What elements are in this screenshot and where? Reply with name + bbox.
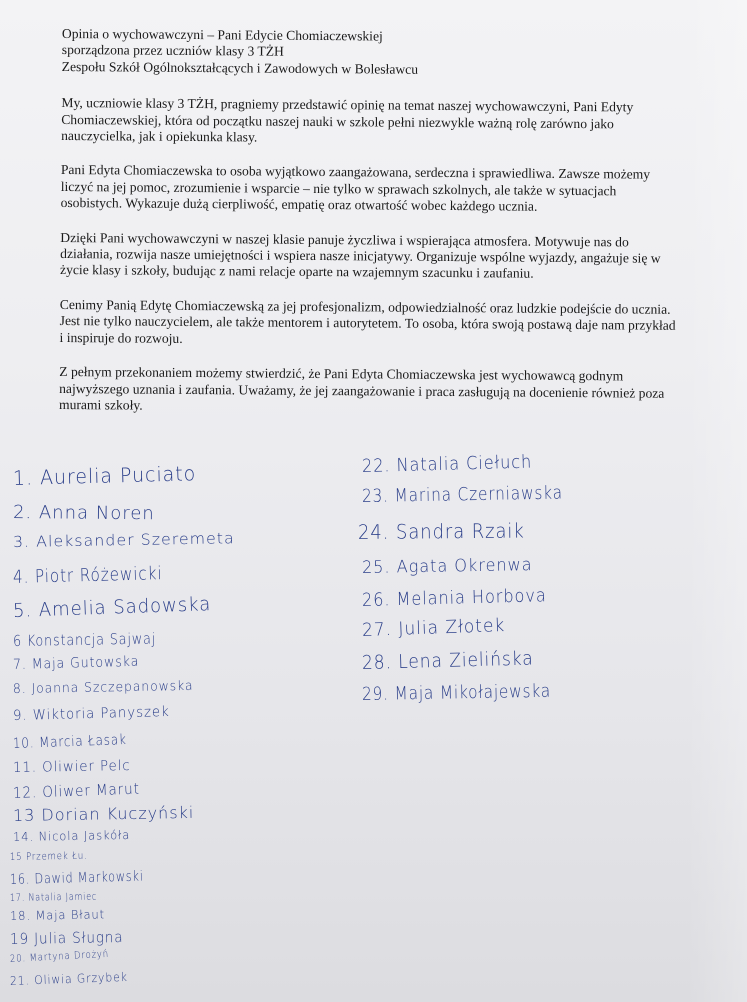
paragraph-appreciation: Cenimy Panią Edytę Chomiaczewską za jej profesjonalizm, odpowiedzialność oraz ludzkie podejście do ucznia. Jest nie tylko nauczycielem, ale także mentorem i autorytetem. To osoba, która swoją postawą daje nam przykład i inspiruje do rozwoju.: [59, 296, 676, 346]
signature-4: 4. Piotr Różewicki: [12, 563, 163, 588]
signature-7: 7. Maja Gutowska: [12, 653, 140, 673]
signature-19: 19 Julia Sługna: [9, 928, 124, 948]
header-line-1: Opinia o wychowawczyni – Pani Edycie Chomiaczewskiej: [61, 26, 383, 44]
signature-18: 18. Maja Błaut: [9, 907, 106, 923]
signature-24: 24. Sandra Rzaik: [357, 518, 525, 544]
signature-8: 8. Joanna Szczepanowska: [12, 678, 194, 697]
header-line-3: Zespołu Szkół Ogólnokształcących i Zawodowych w Bolesławcu: [61, 58, 419, 77]
signature-23: 23. Marina Czerniawska: [361, 482, 564, 507]
signature-20: 20. Martyna Drożyń: [9, 948, 110, 965]
signature-25: 25. Agata Okrenwa: [361, 555, 533, 578]
signature-29: 29. Maja Mikołajewska: [361, 680, 552, 705]
signature-14: 14. Nicola Jaskóła: [12, 827, 131, 844]
signature-28: 28. Lena Zielińska: [361, 647, 534, 674]
letter-header: [62, 26, 682, 80]
signature-11: 11. Oliwier Pelc: [12, 757, 131, 776]
signature-16: 16. Dawid Markowski: [9, 868, 144, 888]
signature-27: 27. Julia Złotek: [361, 615, 506, 641]
paragraph-atmosphere: Dzięki Pani wychowawczyni w naszej klasie panuje życzliwa i wspierająca atmosfera. Motywuje nas do działania, rozwija nasze umiejętności i wspiera nasze inicjatywy. Organizuje wspólne wyjazdy, angażuje się w życie klasy i szkoły, budując z nami relacje oparte na wzajemnym szacunku i zaufaniu.: [60, 229, 661, 282]
signature-6: 6 Konstancja Sajwaj: [12, 629, 157, 650]
signature-26: 26. Melania Horbova: [361, 585, 547, 611]
signature-10: 10. Marcia Łasak: [12, 732, 128, 752]
signature-2: 2. Anna Noren: [12, 502, 155, 525]
signature-12: 12. Oliwer Marut: [12, 779, 141, 802]
paragraph-character: Pani Edyta Chomiaczewska to osoba wyjątkowo zaangażowana, serdeczna i sprawiedliwa. Zawsze możemy liczyć na jej pomoc, zrozumienie i wsparcie – nie tylko w sprawach szkolnych, ale także w sytuacjach osobistych. Wykazuje dużą cierpliwość, empatię oraz otwartość wobec każdego ucznia.: [60, 162, 651, 214]
signature-13: 13 Dorian Kuczyński: [12, 802, 195, 825]
signature-17: 17. Natalia Jamiec: [9, 891, 98, 904]
signature-5: 5. Amelia Sadowska: [12, 593, 212, 622]
opinion-letter: [59, 26, 682, 418]
signature-15: 15 Przemek Łu.: [9, 850, 88, 863]
signature-3: 3. Aleksander Szeremeta: [12, 529, 235, 551]
signature-1: 1. Aurelia Puciato: [12, 461, 197, 490]
signature-22: 22. Natalia Ciełuch: [361, 451, 533, 477]
paragraph-conclusion: Z pełnym przekonaniem możemy stwierdzić, że Pani Edyta Chomiaczewska jest wychowawcą godnym najwyższego uznania i zaufania. Uważamy, że jej zaangażowanie i praca zasługują na docenienie również poza murami szkoły.: [58, 364, 665, 413]
header-line-2: sporządzona przez uczniów klasy 3 TŻH: [61, 42, 284, 60]
signature-9: 9. Wiktoria Panyszek: [12, 703, 170, 724]
signature-21: 21. Oliwia Grzybek: [9, 969, 129, 988]
paragraph-introduction: My, uczniowie klasy 3 TŻH, pragniemy przedstawić opinię na temat naszej wychowawczyni, Pani Edyty Chomiaczewskiej, która od początku naszej nauki w szkole pełni niezwykle ważną rolę zarówno jako nauczycielka, jak i opiekunka klasy.: [61, 95, 634, 145]
